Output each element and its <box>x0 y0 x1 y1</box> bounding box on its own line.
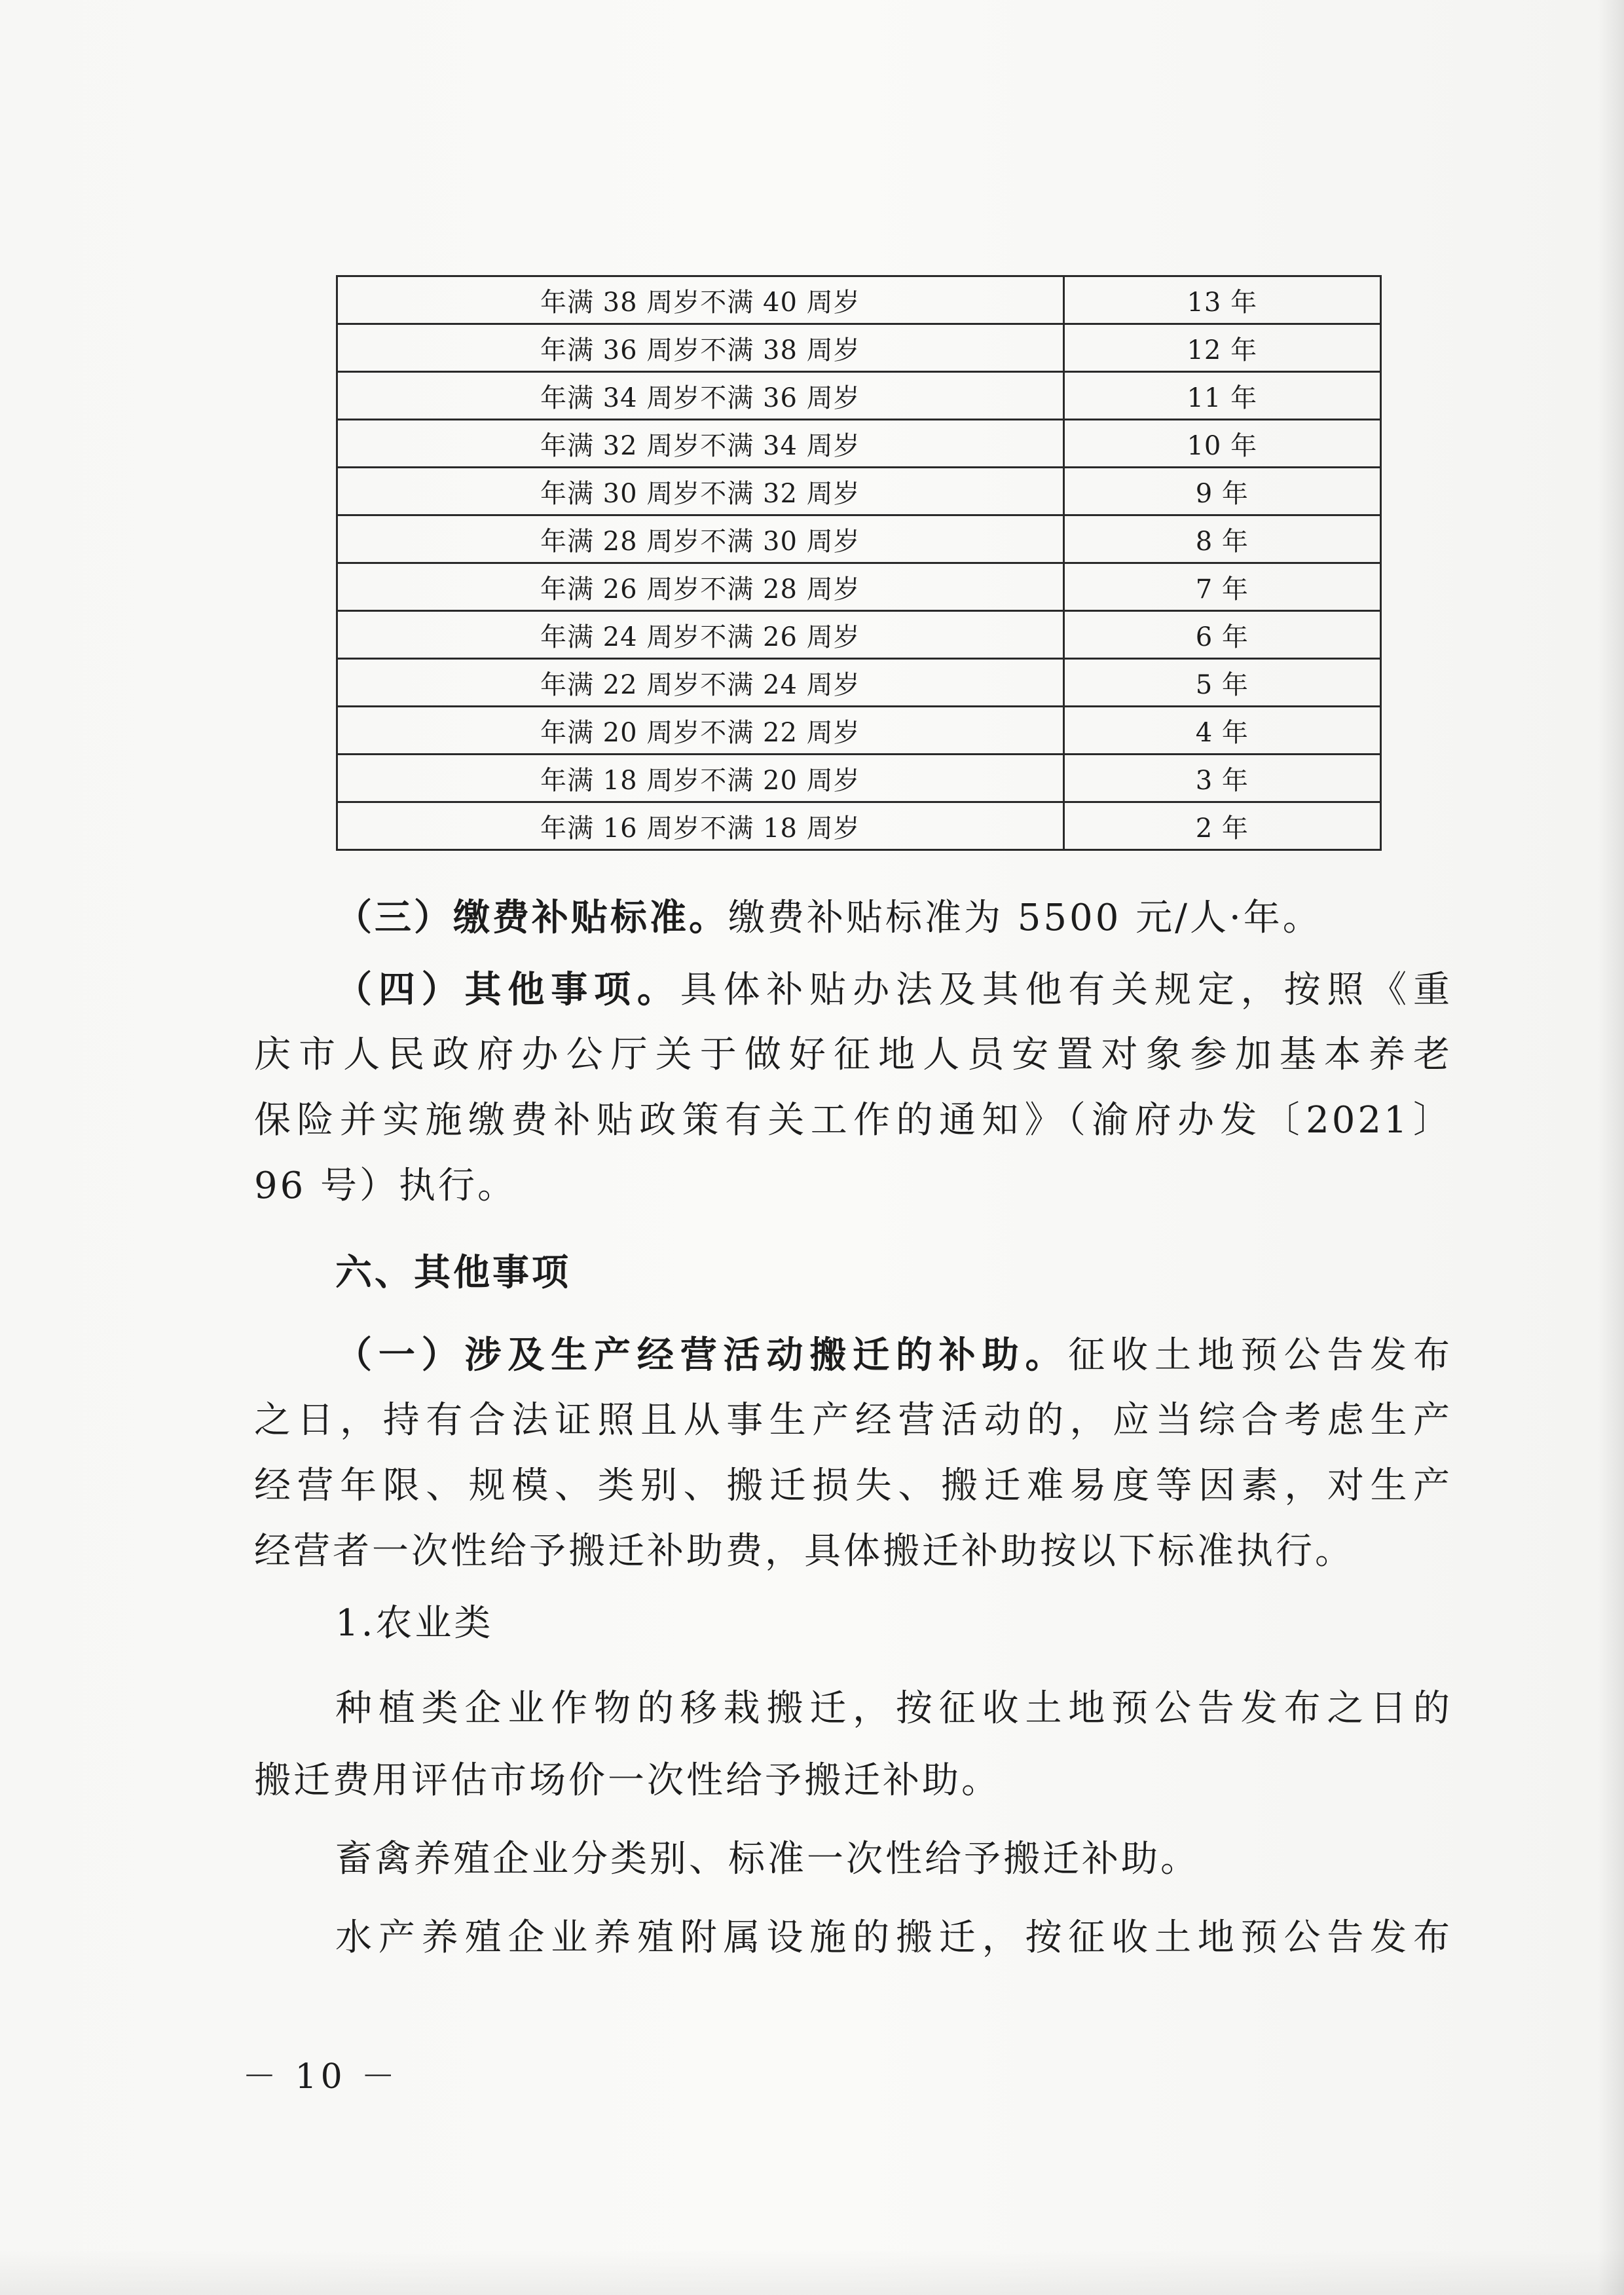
years-cell: 7 年 <box>1063 563 1380 611</box>
years-cell: 9 年 <box>1063 468 1380 515</box>
table-row <box>337 324 1381 372</box>
age-range-cell: 年满 26 周岁不满 28 周岁 <box>337 563 1064 611</box>
table-row <box>337 611 1381 659</box>
table-row <box>337 515 1381 563</box>
years-cell: 11 年 <box>1063 372 1380 420</box>
age-range-cell: 年满 18 周岁不满 20 周岁 <box>337 755 1064 802</box>
years-cell: 4 年 <box>1063 707 1380 755</box>
years-cell: 5 年 <box>1063 659 1380 707</box>
years-cell: 8 年 <box>1063 515 1380 563</box>
years-cell: 13 年 <box>1063 276 1380 324</box>
age-years-table <box>336 275 1382 851</box>
page-bottom-shade <box>0 2249 1624 2295</box>
table-row <box>337 372 1381 420</box>
planting-line-1: 种植类企业作物的移栽搬迁，按征收土地预公告发布之日的 <box>335 1687 1452 1730</box>
age-range-cell: 年满 22 周岁不满 24 周岁 <box>337 659 1064 707</box>
table-row <box>337 802 1381 850</box>
section-4-line-4: 96 号）执行。 <box>254 1165 517 1207</box>
table-row <box>337 420 1381 468</box>
age-range-cell: 年满 16 周岁不满 18 周岁 <box>337 802 1064 850</box>
years-cell: 12 年 <box>1063 324 1380 372</box>
heading-six: 六、其他事项 <box>335 1251 571 1294</box>
years-cell: 3 年 <box>1063 755 1380 802</box>
section-4-line-3: 保险并实施缴费补贴政策有关工作的通知》（渝府办发〔2021〕 <box>254 1099 1452 1142</box>
years-cell: 10 年 <box>1063 420 1380 468</box>
age-range-cell: 年满 32 周岁不满 34 周岁 <box>337 420 1064 468</box>
age-range-cell: 年满 30 周岁不满 32 周岁 <box>337 468 1064 515</box>
age-range-cell: 年满 36 周岁不满 38 周岁 <box>337 324 1064 372</box>
section-3-body: 缴费补贴标准为 5500 元/人·年。 <box>728 897 1322 939</box>
section-6-1-line-3: 经营年限、规模、类别、搬迁损失、搬迁难易度等因素，对生产 <box>254 1465 1452 1507</box>
planting-line-2: 搬迁费用评估市场价一次性给予搬迁补助。 <box>254 1759 1001 1802</box>
section-3-paragraph <box>254 886 1452 950</box>
age-range-cell: 年满 28 周岁不满 30 周岁 <box>337 515 1064 563</box>
aquaculture-line-1: 水产养殖企业养殖附属设施的搬迁，按征收土地预公告发布 <box>335 1916 1452 1959</box>
table-row <box>337 707 1381 755</box>
page-edge-shadow <box>1598 0 1624 2295</box>
years-cell: 2 年 <box>1063 802 1380 850</box>
section-4-line-1 <box>254 958 1452 1022</box>
section-6-1-line-2: 之日，持有合法证照且从事生产经营活动的，应当综合考虑生产 <box>254 1399 1452 1442</box>
age-range-cell: 年满 34 周岁不满 36 周岁 <box>337 372 1064 420</box>
section-4-line-2: 庆市人民政府办公厅关于做好征地人员安置对象参加基本养老 <box>254 1034 1452 1076</box>
livestock-paragraph: 畜禽养殖企业分类别、标准一次性给予搬迁补助。 <box>335 1838 1200 1880</box>
age-range-cell: 年满 20 周岁不满 22 周岁 <box>337 707 1064 755</box>
table-row <box>337 755 1381 802</box>
table-row <box>337 276 1381 324</box>
section-6-1-line-1 <box>254 1324 1452 1387</box>
section-3-title: （三）缴费补贴标准。 <box>335 896 728 939</box>
item-1-agriculture: 1.农业类 <box>335 1602 494 1645</box>
age-range-cell: 年满 38 周岁不满 40 周岁 <box>337 276 1064 324</box>
section-6-1-text-1: 征收土地预公告发布 <box>1068 1334 1453 1377</box>
section-6-1-title: （一）涉及生产经营活动搬迁的补助。 <box>335 1334 1069 1377</box>
table-row <box>337 468 1381 515</box>
page-number: － 10 － <box>242 2057 399 2097</box>
table-row <box>337 563 1381 611</box>
age-range-cell: 年满 24 周岁不满 26 周岁 <box>337 611 1064 659</box>
table-row <box>337 659 1381 707</box>
section-4-title: （四）其他事项。 <box>335 968 680 1011</box>
section-4-text-1: 具体补贴办法及其他有关规定，按照《重 <box>680 969 1453 1011</box>
section-6-1-line-4: 经营者一次性给予搬迁补助费，具体搬迁补助按以下标准执行。 <box>254 1530 1354 1573</box>
years-cell: 6 年 <box>1063 611 1380 659</box>
